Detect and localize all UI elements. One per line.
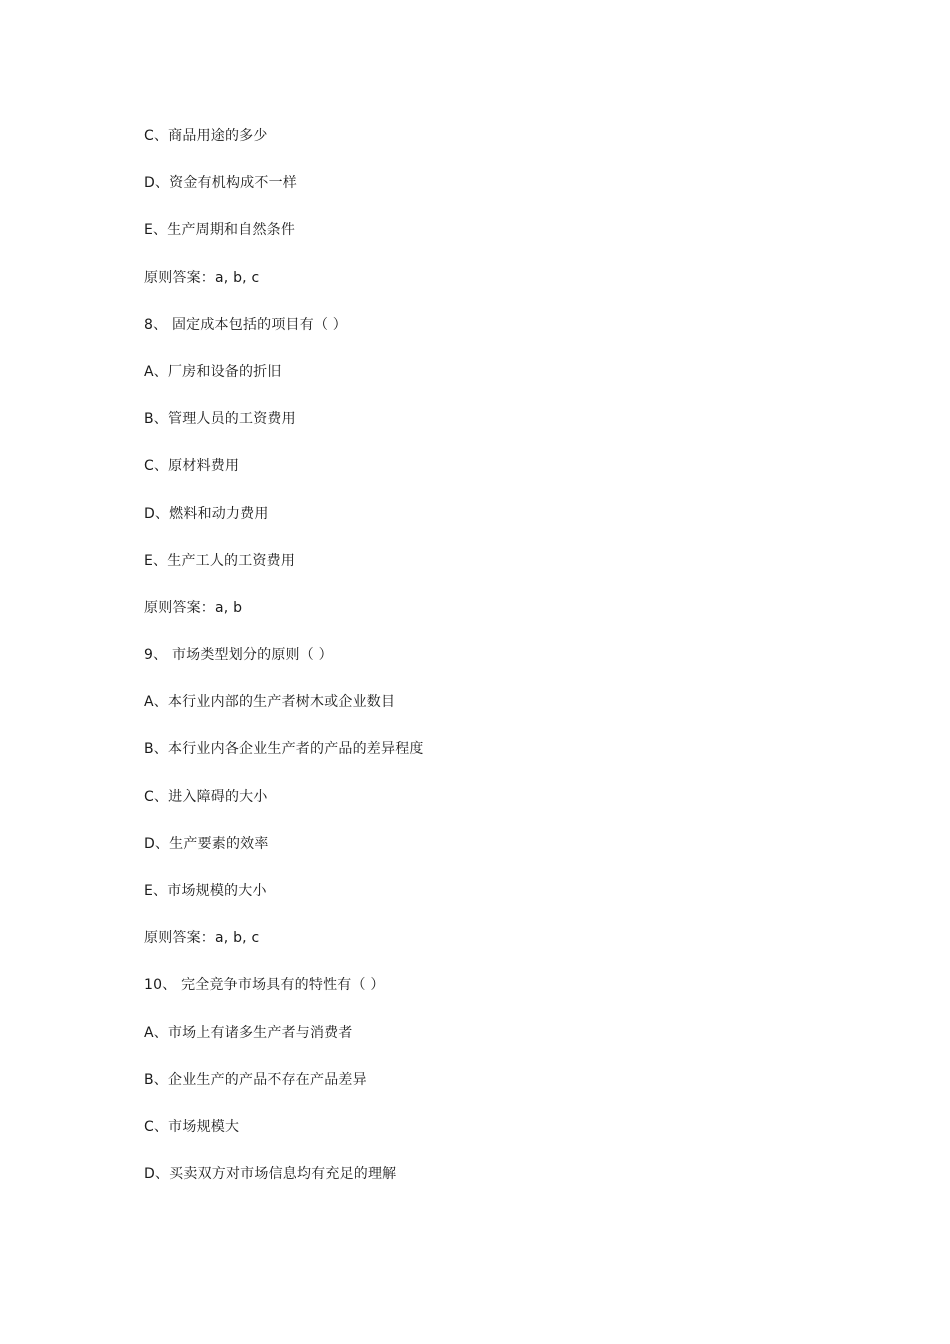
option-d-line: D、资金有机构成不一样 (144, 175, 297, 192)
question-8-option-a: A、厂房和设备的折旧 (144, 363, 282, 380)
option-c-line: C、商品用途的多少 (144, 128, 268, 144)
question-9-option-b: B、本行业内各企业生产者的产品的差异程度 (144, 741, 424, 758)
question-8: 8、 固定成本包括的项目有（ ） (144, 316, 348, 333)
question-10-option-d: D、买卖双方对市场信息均有充足的理解 (144, 1166, 397, 1183)
question-8-option-d: D、燃料和动力费用 (144, 505, 269, 522)
question-9: 9、 市场类型划分的原则（ ） (144, 647, 333, 664)
question-8-answer: 原则答案：a, b (144, 599, 243, 616)
document-body (144, 126, 844, 1211)
question-10-option-c: C、市场规模大 (144, 1118, 240, 1135)
question-10-option-a: A、市场上有诸多生产者与消费者 (144, 1024, 353, 1041)
answer-line: 原则答案：a, b, c (144, 269, 260, 286)
question-9-option-c: C、进入障碍的大小 (144, 788, 268, 805)
question-9-option-e: E、市场规模的大小 (144, 883, 267, 899)
option-e-line: E、生产周期和自然条件 (144, 222, 296, 239)
question-8-option-b: B、管理人员的工资费用 (144, 411, 296, 428)
question-10: 10、 完全竞争市场具有的特性有（ ） (144, 977, 385, 994)
question-8-option-c: C、原材料费用 (144, 458, 240, 475)
question-10-option-b: B、企业生产的产品不存在产品差异 (144, 1071, 367, 1088)
question-9-option-a: A、本行业内部的生产者树木或企业数目 (144, 694, 396, 711)
question-9-answer: 原则答案：a, b, c (144, 930, 260, 947)
question-8-option-e: E、生产工人的工资费用 (144, 552, 296, 569)
question-9-option-d: D、生产要素的效率 (144, 835, 269, 852)
